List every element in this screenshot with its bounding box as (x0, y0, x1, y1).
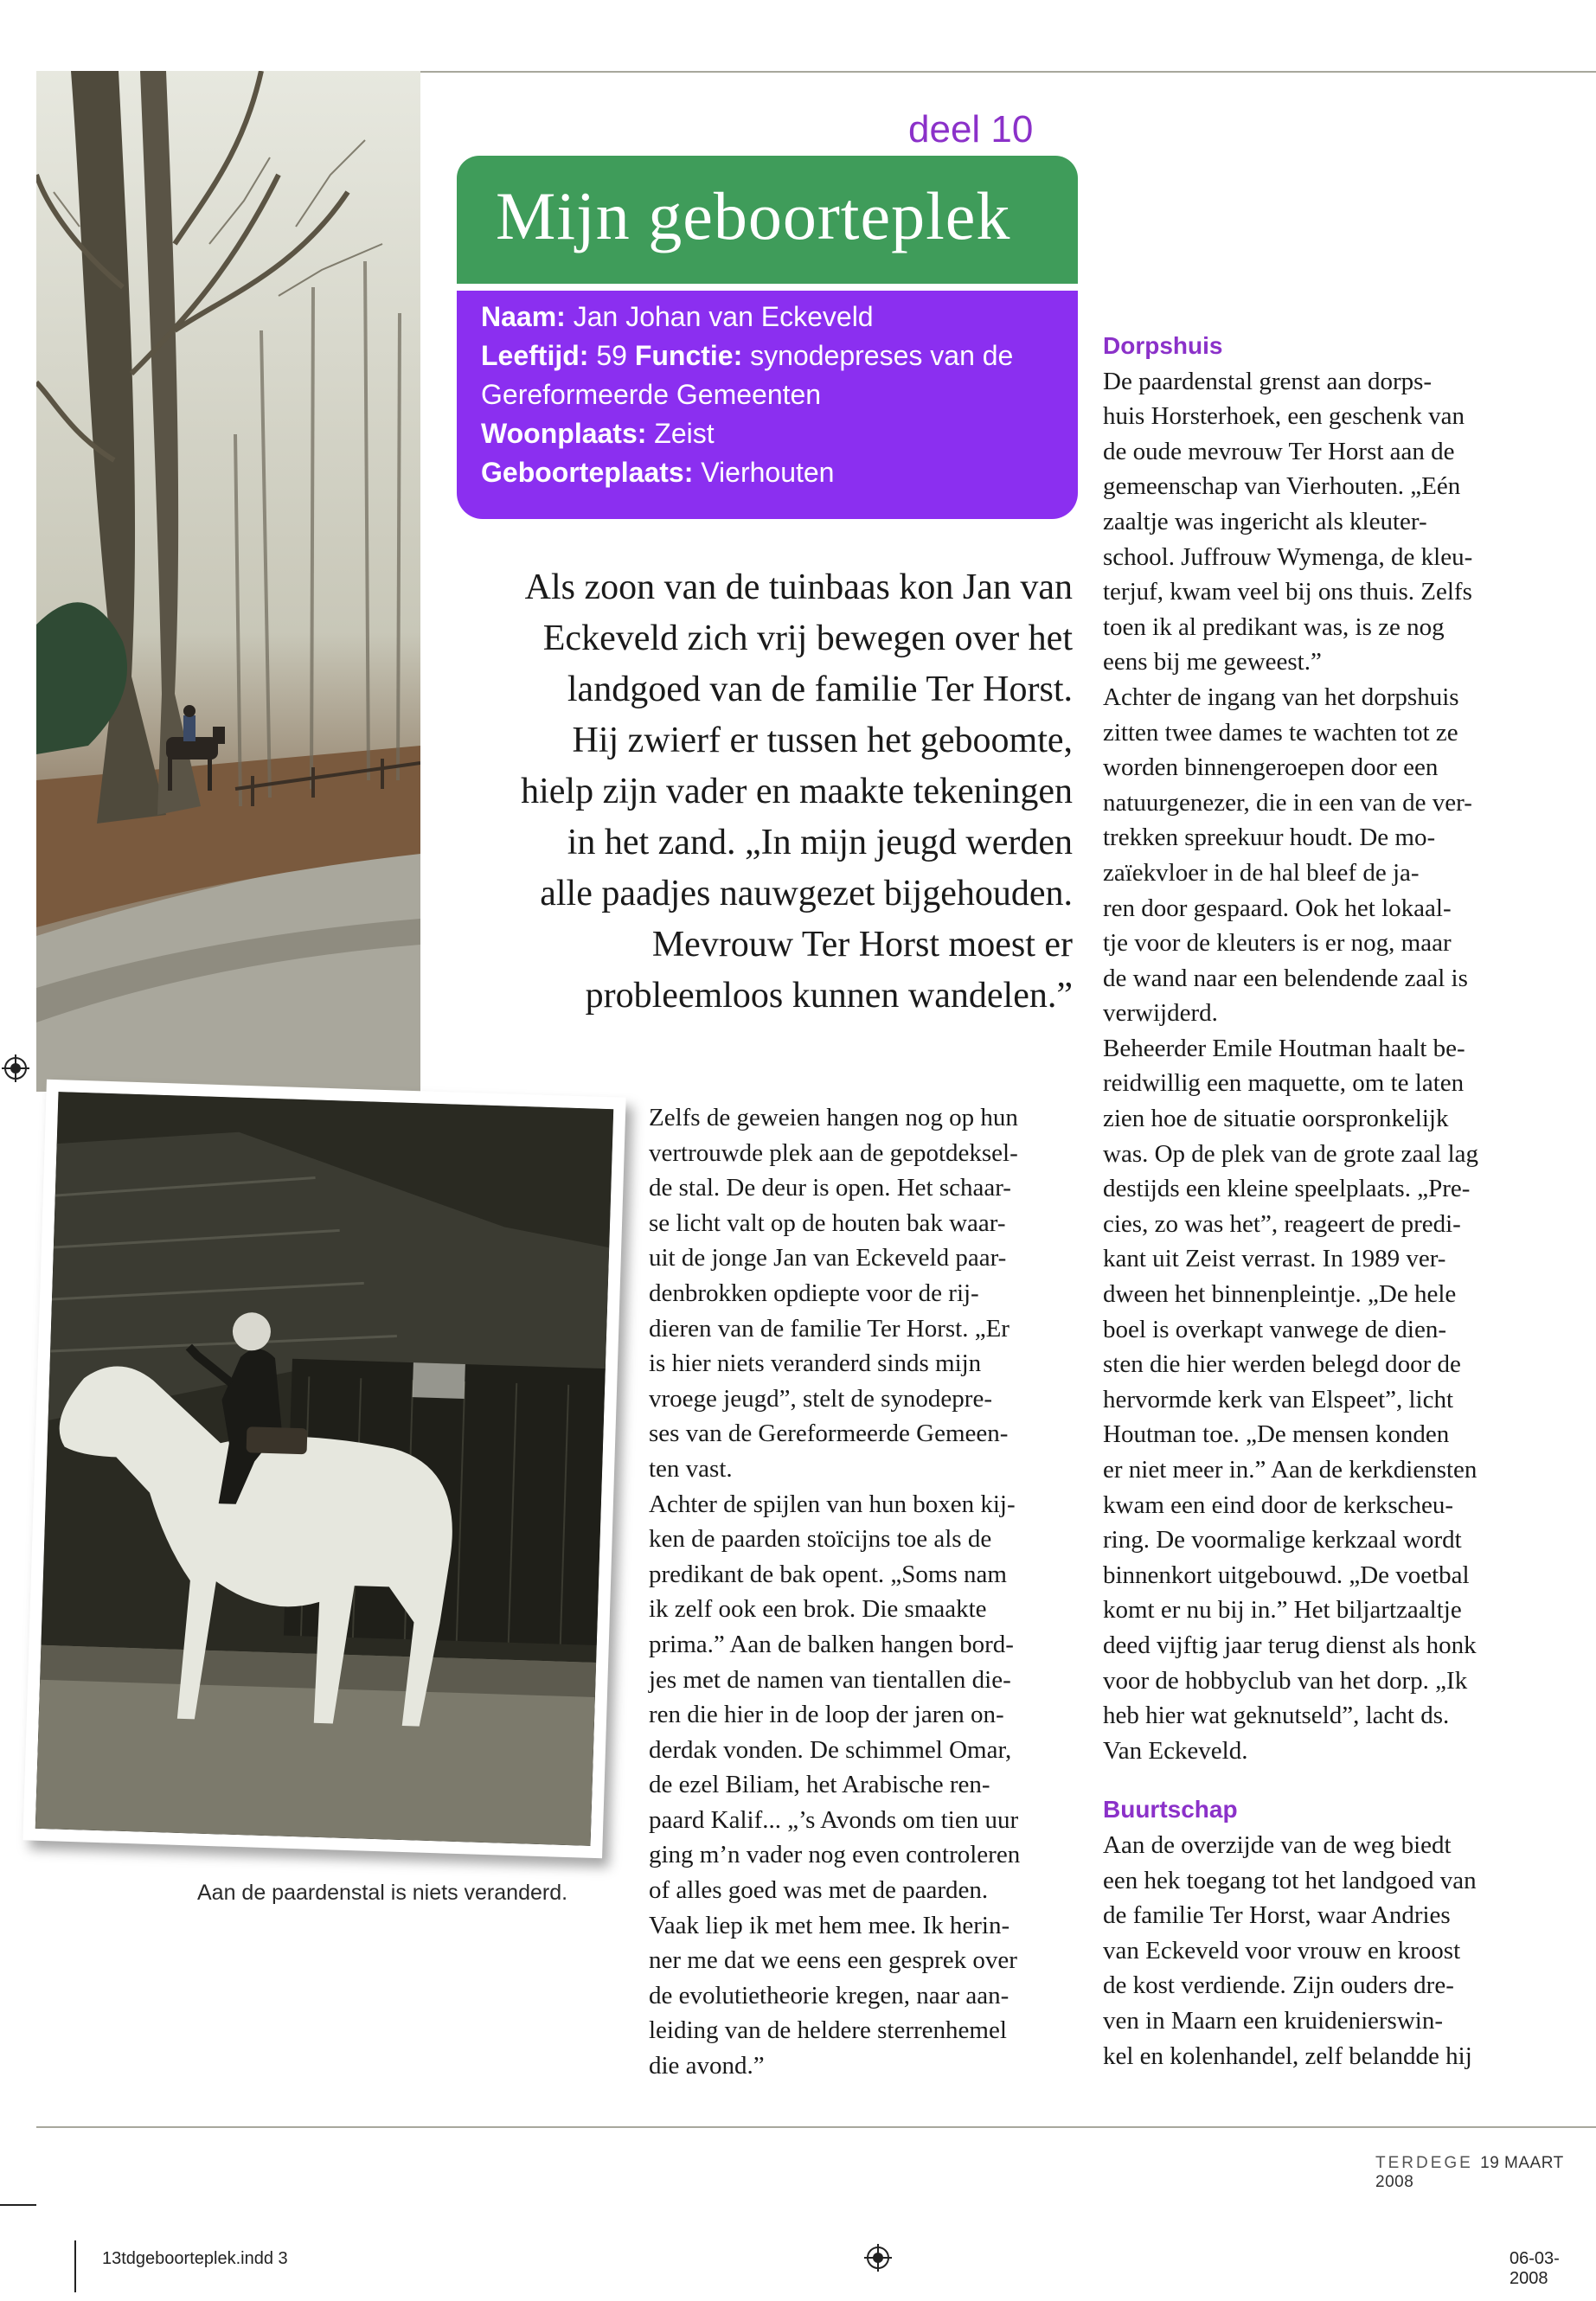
text-line: zaaltje was ingericht als kleuter- (1103, 507, 1427, 535)
text-line: de wand naar een belendende zaal is (1103, 964, 1468, 992)
text-line: de evolutietheorie kregen, naar aan- (649, 1981, 1010, 2009)
text-line: Aan de overzijde van de weg biedt (1103, 1830, 1452, 1859)
crop-mark-vertical (74, 2240, 76, 2292)
age-label: Leeftijd: (481, 340, 589, 371)
title-banner (457, 156, 1078, 284)
magazine-name: TERDEGE (1375, 2154, 1473, 2172)
function-value: synodepreses van de (750, 340, 1014, 371)
text-line: predikant de bak opent. „Soms nam (649, 1560, 1007, 1588)
text-line: Houtman toe. „De mensen konden (1103, 1420, 1450, 1449)
text-line: Vaak liep ik met hem mee. Ik herin- (649, 1911, 1010, 1939)
text-line: se licht valt op de houten bak waar- (649, 1208, 1006, 1237)
text-line: komt er nu bij in.” Het biljartzaaltje (1103, 1596, 1462, 1625)
footer-brand (1375, 2154, 1596, 2192)
text-line: Beheerder Emile Houtman haalt be- (1103, 1034, 1465, 1062)
profile-birthplace (481, 457, 834, 489)
text-line: worden binnengeroepen door een (1103, 753, 1439, 782)
stable-photo (35, 1092, 613, 1846)
text-line: de oude mevrouw Ter Horst aan de (1103, 437, 1455, 465)
text-line: jes met de namen van tientallen die- (649, 1665, 1011, 1694)
text-line: cies, zo was het”, reageert de predi- (1103, 1209, 1461, 1238)
text-line: sten die hier werden belegd door de (1103, 1350, 1461, 1379)
profile-box (457, 291, 1078, 519)
text-line: huis Horsterhoek, een geschenk van (1103, 402, 1465, 431)
section-body-dorpshuis (1103, 364, 1553, 1769)
profile-function-cont (481, 379, 821, 411)
text-line: uit de jonge Jan van Eckeveld paar- (649, 1244, 1007, 1272)
name-label: Naam: (481, 301, 566, 332)
section-heading-buurtschap: Buurtschap (1103, 1796, 1238, 1823)
text-line: ren die hier in de loop der jaren on- (649, 1701, 1004, 1729)
forest-photo (36, 71, 420, 1092)
text-line: natuurgenezer, die in een van de ver- (1103, 788, 1472, 817)
slug-date: 06-03-2008 (1509, 2249, 1560, 2288)
intro-line: probleemloos kunnen wandelen.” (585, 976, 1073, 1016)
text-line: ner me dat we eens een gesprek over (649, 1946, 1017, 1975)
name-value: Jan Johan van Eckeveld (573, 301, 874, 332)
registration-mark-left (2, 1054, 29, 1082)
age-value: 59 (596, 340, 627, 371)
series-label: deel 10 (908, 108, 1034, 151)
text-line: gemeenschap van Vierhouten. „Eén (1103, 472, 1461, 501)
birthplace-label: Geboorteplaats: (481, 457, 694, 488)
photo-caption: Aan de paardenstal is niets veranderd. (197, 1881, 568, 1905)
text-line: was. Op de plek van de grote zaal lag (1103, 1139, 1479, 1168)
text-line: de ezel Biliam, het Arabische ren- (649, 1771, 990, 1799)
text-line: eens bij me geweest.” (1103, 648, 1322, 676)
registration-mark-bottom (864, 2244, 892, 2272)
text-line: prima.” Aan de balken hangen bord- (649, 1630, 1014, 1658)
text-line: kant uit Zeist verrast. In 1989 ver- (1103, 1245, 1446, 1273)
text-line: De paardenstal grenst aan dorps- (1103, 367, 1433, 395)
text-line: van Eckeveld voor vrouw en kroost (1103, 1936, 1461, 1965)
text-line: leiding van de heldere sterrenhemel (649, 2016, 1007, 2045)
article-column-right (1103, 329, 1553, 2073)
profile-age-function (481, 340, 1013, 372)
section-body-buurtschap (1103, 1828, 1553, 2073)
bottom-rule (36, 2126, 1596, 2128)
text-line: vertrouwde plek aan de gepotdeksel- (649, 1138, 1018, 1167)
text-line: terjuf, kwam veel bij ons thuis. Zelfs (1103, 578, 1472, 606)
intro-line: Als zoon van de tuinbaas kon Jan van (524, 567, 1073, 607)
residence-value: Zeist (654, 418, 715, 449)
intro-line: hielp zijn vader en maakte tekeningen (521, 772, 1073, 811)
text-line: zien hoe de situatie oorspronkelijk (1103, 1105, 1449, 1133)
text-line: er niet meer in.” Aan de kerkdiensten (1103, 1456, 1477, 1484)
text-line: reidwillig een maquette, om te laten (1103, 1069, 1465, 1098)
text-line: of alles goed was met de paarden. (649, 1876, 989, 1905)
text-line: ging m’n vader nog even controleren (649, 1841, 1021, 1869)
intro-line: in het zand. „In mijn jeugd werden (567, 823, 1073, 862)
text-line: ken de paarden stoïcijns toe als de (649, 1525, 992, 1554)
birthplace-value: Vierhouten (701, 457, 835, 488)
text-line: ik zelf ook een brok. Die smaakte (649, 1595, 987, 1624)
text-line: ring. De voormalige kerkzaal wordt (1103, 1526, 1462, 1554)
text-line: Achter de spijlen van hun boxen kij- (649, 1490, 1016, 1518)
text-line: de kost verdiende. Zijn ouders dre- (1103, 1971, 1454, 2000)
text-line: tje voor de kleuters is er nog, maar (1103, 929, 1452, 958)
text-line: Zelfs de geweien hangen nog op hun (649, 1104, 1018, 1131)
intro-line: Mevrouw Ter Horst moest er (651, 925, 1073, 965)
text-line: voor de hobbyclub van het dorp. „Ik (1103, 1666, 1468, 1695)
article-column-middle (649, 1100, 1081, 2084)
intro-line: Eckeveld zich vrij bewegen over het (542, 619, 1073, 658)
text-line: destijds een kleine speelplaats. „Pre- (1103, 1175, 1471, 1203)
text-line: dween het binnenpleintje. „De hele (1103, 1280, 1457, 1309)
text-line: denbrokken opdiepte voor de rij- (649, 1279, 979, 1307)
text-line: een hek toegang tot het landgoed van (1103, 1866, 1477, 1894)
issue-date: 19 MAART 2008 (1375, 2154, 1564, 2191)
text-line: zaïekvloer in de hal bleef de ja- (1103, 858, 1420, 887)
text-line: deed vijftig jaar terug dienst als honk (1103, 1631, 1477, 1659)
text-line: heb hier wat geknutseld”, lacht ds. (1103, 1702, 1450, 1730)
residence-label: Woonplaats: (481, 418, 647, 449)
text-line: school. Juffrouw Wymenga, de kleu- (1103, 542, 1473, 571)
text-line: derdak vonden. De schimmel Omar, (649, 1735, 1012, 1764)
function-value-cont: Gereformeerde Gemeenten (481, 379, 822, 410)
text-line: verwijderd. (1103, 999, 1218, 1028)
text-line: binnenkort uitgebouwd. „De voetbal (1103, 1561, 1470, 1589)
text-line: ven in Maarn een kruidenierswin- (1103, 2006, 1443, 2035)
text-line: Achter de ingang van het dorpshuis (1103, 683, 1459, 711)
text-line: is hier niets veranderd sinds mijn (649, 1349, 982, 1378)
intro-line: landgoed van de familie Ter Horst. (567, 670, 1073, 709)
profile-residence (481, 418, 715, 450)
section-heading-dorpshuis: Dorpshuis (1103, 332, 1223, 359)
crop-mark-horizontal (0, 2204, 36, 2206)
intro-text (484, 562, 1073, 1022)
text-line: de stal. De deur is open. Het schaar- (649, 1174, 1011, 1202)
text-line: ren door gespaard. Ook het lokaal- (1103, 894, 1452, 922)
text-line: ses van de Gereformeerde Gemeen- (649, 1420, 1009, 1448)
stable-photo-frame (22, 1080, 625, 1859)
text-line: dieren van de familie Ter Horst. „Er (649, 1314, 1010, 1343)
function-label: Functie: (634, 340, 743, 371)
text-line: vroege jeugd”, stelt de synodepre- (649, 1384, 992, 1413)
profile-name (481, 301, 874, 333)
text-line: ten vast. (649, 1454, 733, 1483)
text-line: zitten twee dames te wachten tot ze (1103, 718, 1458, 747)
intro-line: Hij zwierf er tussen het geboomte, (572, 721, 1073, 760)
text-line: hervormde kerk van Elspeet”, licht (1103, 1385, 1454, 1413)
text-line: toen ik al predikant was, is ze nog (1103, 612, 1445, 641)
text-line: die avond.” (649, 2052, 765, 2080)
text-line: kel en kolenhandel, zelf belandde hij (1103, 2041, 1472, 2070)
text-line: paard Kalif... „’s Avonds om tien uur (649, 1805, 1019, 1834)
intro-line: alle paadjes nauwgezet bijgehouden. (540, 874, 1073, 913)
page-title: Mijn geboorteplek (496, 178, 1011, 253)
text-line: trekken spreekuur houdt. De mo- (1103, 824, 1436, 852)
text-line: de familie Ter Horst, waar Andries (1103, 1901, 1451, 1930)
text-line: boel is overkapt vanwege de dien- (1103, 1315, 1446, 1343)
text-line: kwam een eind door de kerkscheu- (1103, 1490, 1454, 1519)
text-line: Van Eckeveld. (1103, 1736, 1248, 1765)
slug-filename: 13tdgeboorteplek.indd 3 (102, 2249, 288, 2268)
